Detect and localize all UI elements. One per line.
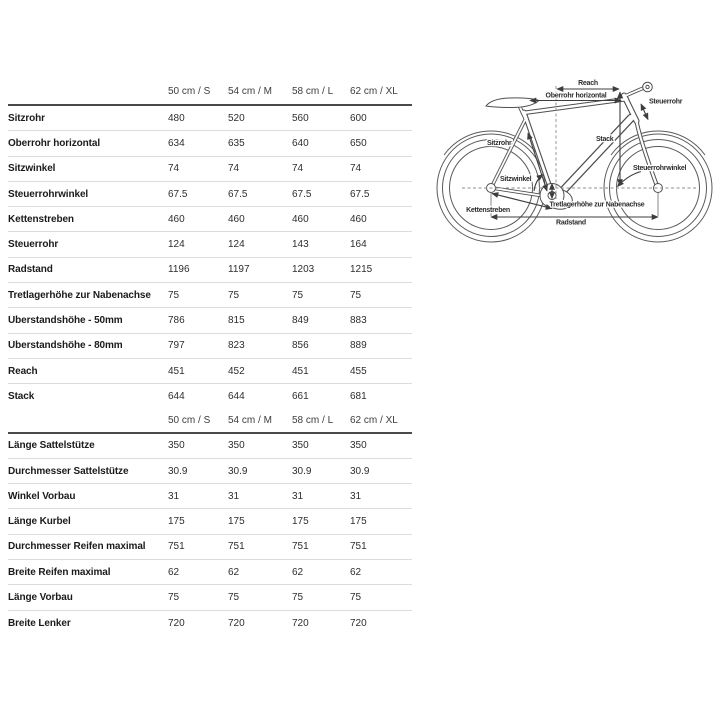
diagram-label-stack: Stack [596,136,614,143]
row-value: 823 [228,340,245,352]
size-header: 58 cm / L [292,415,334,427]
row-value: 75 [168,289,180,301]
diagram-label-steuerrohr: Steuerrohr [649,98,683,106]
row-label: Steuerrohr [8,239,59,251]
size-header: 50 cm / S [168,85,211,97]
row-value: 175 [292,516,309,528]
row-label: Reach [8,365,38,377]
row-value: 75 [228,289,240,301]
row-value: 889 [350,340,367,352]
table-row [8,359,412,384]
row-value: 124 [168,239,185,251]
row-value: 1203 [292,264,315,276]
row-value: 1197 [228,264,250,276]
row-value: 635 [228,137,245,149]
table-row [8,258,412,283]
row-value: 751 [168,541,185,553]
row-value: 751 [350,541,367,553]
size-header: 58 cm / L [292,85,334,97]
row-value: 30.9 [168,465,188,477]
row-label: Überstandshöhe - 80mm [8,340,123,352]
row-value: 644 [228,391,245,403]
table-row [8,182,412,207]
row-label: Oberrohr horizontal [8,137,100,149]
row-value: 67.5 [168,188,188,200]
row-value: 30.9 [350,465,370,477]
table-row [8,585,412,610]
row-value: 350 [350,440,367,452]
row-value: 849 [292,315,309,327]
size-header: 62 cm / XL [350,415,398,427]
row-value: 451 [292,365,309,377]
row-value: 460 [350,213,367,225]
diagram-label-tretlagerhoehe: Tretlagerhöhe zur Nabenachse [549,201,645,209]
steuerrohr-arrow [641,104,648,120]
row-value: 883 [350,315,367,327]
row-value: 480 [168,112,185,124]
row-value: 30.9 [228,465,248,477]
row-value: 175 [350,516,367,528]
geometry-rows [8,106,412,410]
row-label: Winkel Vorbau [8,490,76,502]
component-rows [8,434,412,636]
row-value: 164 [350,239,367,251]
table-row [8,560,412,585]
row-value: 560 [292,112,309,124]
row-value: 67.5 [228,188,248,200]
row-label: Breite Reifen maximal [8,566,111,578]
row-value: 644 [168,391,185,403]
table-row [8,434,412,459]
row-value: 74 [228,163,240,175]
size-header-row [8,78,412,106]
table-row [8,459,412,484]
bike-geometry-diagram [430,55,720,255]
table-row [8,283,412,308]
size-header: 50 cm / S [168,415,211,427]
row-value: 786 [168,315,185,327]
row-label: Länge Vorbau [8,591,73,603]
row-value: 62 [168,566,180,578]
row-value: 797 [168,340,185,352]
row-value: 634 [168,137,185,149]
row-value: 75 [350,289,362,301]
table-row [8,232,412,257]
row-label: Länge Kurbel [8,516,71,528]
row-value: 75 [228,591,240,603]
diagram-label-sitzwinkel: Sitzwinkel [500,176,532,183]
row-label: Kettenstreben [8,213,74,225]
table-row [8,509,412,534]
row-value: 650 [350,137,367,149]
table-row [8,535,412,560]
row-value: 350 [228,440,245,452]
row-label: Durchmesser Sattelstütze [8,465,129,477]
diagram-label-oberrohr: Oberrohr horizontal [545,92,607,100]
geometry-spec-table [8,78,412,636]
row-value: 520 [228,112,245,124]
size-header: 54 cm / M [228,415,272,427]
row-value: 67.5 [292,188,312,200]
row-value: 460 [292,213,309,225]
row-value: 720 [350,617,367,629]
row-value: 74 [168,163,180,175]
row-value: 62 [292,566,304,578]
row-label: Länge Sattelstütze [8,440,95,452]
row-value: 451 [168,365,185,377]
table-row [8,484,412,509]
handlebar-grip-center [646,85,649,88]
row-value: 452 [228,365,245,377]
row-value: 175 [168,516,185,528]
table-row [8,308,412,333]
row-label: Sitzwinkel [8,163,56,175]
table-row [8,611,412,636]
row-value: 75 [292,591,304,603]
row-value: 1196 [168,264,190,276]
size-header: 54 cm / M [228,85,272,97]
row-value: 720 [292,617,309,629]
table-row [8,157,412,182]
row-value: 1215 [350,264,373,276]
front-fender [611,131,705,155]
row-label: Radstand [8,264,53,276]
row-value: 143 [292,239,309,251]
row-value: 720 [168,617,185,629]
row-label: Durchmesser Reifen maximal [8,541,146,553]
row-label: Breite Lenker [8,617,71,629]
row-value: 75 [350,591,362,603]
diagram-label-kettenstreben: Kettenstreben [466,207,510,214]
row-value: 350 [168,440,185,452]
size-header-row-2 [8,410,412,434]
row-label: Steuerrohrwinkel [8,188,89,200]
row-value: 30.9 [292,465,312,477]
size-header: 62 cm / XL [350,85,398,97]
saddle [486,98,539,108]
row-value: 31 [292,490,304,502]
row-value: 460 [168,213,185,225]
row-label: Sitzrohr [8,112,45,124]
row-label: Überstandshöhe - 50mm [8,315,123,327]
row-value: 640 [292,137,309,149]
row-value: 661 [292,391,309,403]
row-value: 751 [228,541,245,553]
row-value: 751 [292,541,309,553]
table-row [8,207,412,232]
table-row [8,131,412,156]
row-value: 350 [292,440,309,452]
row-value: 856 [292,340,309,352]
steuerrohrwinkel-arc [618,172,642,187]
table-row [8,384,412,409]
row-value: 455 [350,365,367,377]
row-value: 74 [350,163,362,175]
row-value: 720 [228,617,245,629]
table-row [8,334,412,359]
row-value: 31 [350,490,362,502]
diagram-label-sitzrohr: Sitzrohr [487,140,512,147]
row-value: 62 [350,566,362,578]
row-value: 75 [168,591,180,603]
row-label: Stack [8,391,35,403]
row-value: 75 [292,289,304,301]
row-value: 460 [228,213,245,225]
diagram-label-reach: Reach [578,80,598,87]
row-value: 31 [228,490,240,502]
row-value: 67.5 [350,188,370,200]
row-value: 681 [350,391,367,403]
row-value: 175 [228,516,245,528]
row-value: 74 [292,163,304,175]
row-value: 815 [228,315,245,327]
row-value: 62 [228,566,240,578]
diagram-label-radstand: Radstand [556,219,586,227]
diagram-label-steuerrohrwinkel: Steuerrohrwinkel [633,165,687,172]
row-value: 124 [228,239,245,251]
row-label: Tretlagerhöhe zur Nabenachse [8,289,151,301]
table-row [8,106,412,131]
row-value: 31 [168,490,180,502]
row-value: 600 [350,112,367,124]
